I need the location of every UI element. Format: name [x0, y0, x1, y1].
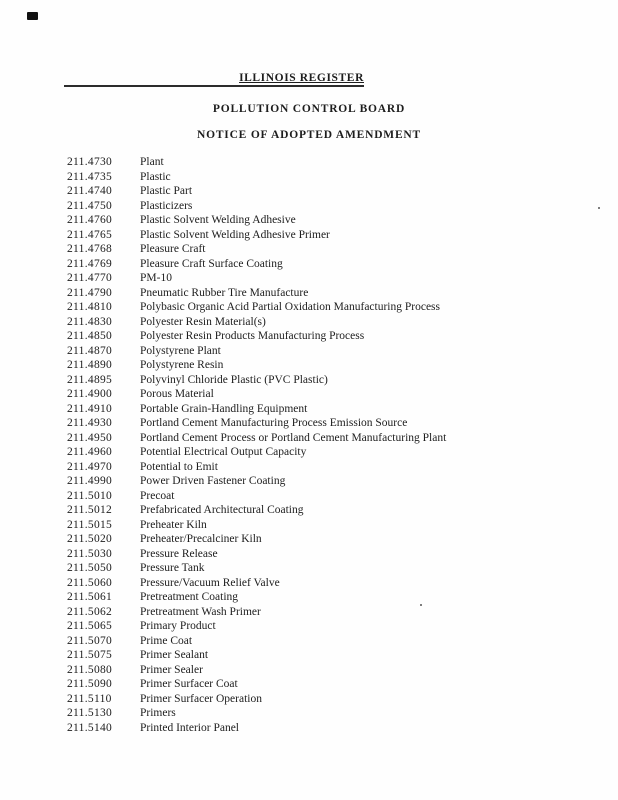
section-number: 211.4895 — [67, 373, 113, 386]
section-row — [67, 373, 598, 388]
section-number: 211.4970 — [67, 460, 113, 473]
section-row — [67, 155, 598, 170]
section-row — [67, 692, 598, 707]
section-number: 211.4850 — [67, 330, 113, 342]
section-row — [67, 489, 598, 504]
board-title: POLLUTION CONTROL BOARD — [212, 103, 406, 115]
section-row — [67, 257, 598, 272]
section-number: 211.4765 — [67, 228, 113, 241]
section-title: Polyester Resin Material(s) — [140, 315, 266, 328]
section-number: 211.4910 — [67, 402, 113, 415]
section-title: Precoat — [140, 489, 175, 502]
section-title: Pleasure Craft — [140, 243, 206, 255]
section-title: Plasticizers — [140, 199, 193, 212]
section-title: Primer Sealer — [140, 663, 203, 676]
section-title: Plastic — [140, 170, 171, 183]
section-row — [67, 184, 598, 199]
section-title: Portland Cement Process or Portland Cement Manufacturing Plant — [140, 431, 447, 444]
section-number: 211.4810 — [67, 301, 113, 313]
section-number: 211.5080 — [67, 663, 113, 676]
section-row — [67, 431, 598, 446]
section-title: Polyvinyl Chloride Plastic (PVC Plastic) — [140, 373, 328, 386]
section-title: Porous Material — [140, 388, 214, 400]
section-row — [67, 648, 598, 663]
section-number: 211.4750 — [67, 199, 113, 212]
section-number: 211.4960 — [67, 446, 113, 458]
section-number: 211.5061 — [67, 591, 113, 603]
section-number: 211.4890 — [67, 359, 113, 371]
section-row — [67, 300, 598, 315]
section-title: Prime Coat — [140, 634, 193, 647]
section-number: 211.5030 — [67, 547, 113, 560]
section-number: 211.5065 — [67, 620, 113, 632]
section-row — [67, 503, 598, 518]
section-title: Polybasic Organic Acid Partial Oxidation Manufacturing Process — [140, 301, 441, 313]
section-title: Pressure/Vacuum Relief Valve — [140, 576, 280, 589]
notice-title: NOTICE OF ADOPTED AMENDMENT — [196, 129, 422, 141]
section-row — [67, 706, 598, 721]
section-title: Plastic Solvent Welding Adhesive — [140, 214, 296, 226]
section-row — [67, 286, 598, 301]
section-row — [67, 329, 598, 344]
section-title: Portland Cement Manufacturing Process Emission Source — [140, 417, 408, 429]
section-row — [67, 561, 598, 576]
scan-artifact — [27, 12, 38, 20]
section-number: 211.5140 — [67, 721, 113, 734]
section-title: Polystyrene Resin — [140, 359, 224, 371]
section-title: Primers — [140, 707, 176, 719]
section-title: Primer Sealant — [140, 649, 209, 661]
section-number: 211.4730 — [67, 156, 113, 168]
section-row — [67, 416, 598, 431]
section-title: Pleasure Craft Surface Coating — [140, 257, 283, 270]
section-row — [67, 199, 598, 214]
section-title: Prefabricated Architectural Coating — [140, 504, 304, 516]
section-title: Plant — [140, 156, 164, 168]
section-number: 211.4830 — [67, 315, 113, 328]
section-number: 211.4768 — [67, 243, 113, 255]
section-number: 211.4870 — [67, 344, 113, 357]
section-row — [67, 663, 598, 678]
section-row — [67, 721, 598, 736]
section-number: 211.5020 — [67, 533, 113, 545]
section-title: Pressure Tank — [140, 562, 205, 574]
section-title: Printed Interior Panel — [140, 721, 240, 734]
section-number: 211.5110 — [67, 692, 112, 705]
section-row — [67, 460, 598, 475]
section-number: 211.5012 — [67, 504, 113, 516]
section-title: Preheater/Precalciner Kiln — [140, 533, 262, 545]
section-number: 211.5062 — [67, 605, 113, 618]
section-title: Pneumatic Rubber Tire Manufacture — [140, 286, 309, 299]
section-list — [67, 155, 598, 735]
scan-speck — [420, 604, 422, 606]
section-title: Power Driven Fastener Coating — [140, 475, 286, 487]
section-number: 211.5090 — [67, 678, 113, 690]
section-title: Polystyrene Plant — [140, 344, 221, 357]
section-row — [67, 402, 598, 417]
section-number: 211.4900 — [67, 388, 113, 400]
section-row — [67, 315, 598, 330]
section-number: 211.4735 — [67, 170, 113, 183]
section-row — [67, 634, 598, 649]
section-number: 211.4790 — [67, 286, 113, 299]
section-number: 211.5075 — [67, 649, 113, 661]
section-number: 211.4740 — [67, 185, 113, 197]
section-title: Portable Grain-Handling Equipment — [140, 402, 308, 415]
section-row — [67, 213, 598, 228]
section-row — [67, 619, 598, 634]
section-row — [67, 387, 598, 402]
section-title: Primer Surfacer Operation — [140, 692, 262, 705]
section-row — [67, 605, 598, 620]
section-title: Pretreatment Coating — [140, 591, 239, 603]
section-title: PM-10 — [140, 272, 172, 284]
section-number: 211.5070 — [67, 634, 113, 647]
register-title: ILLINOIS REGISTER — [239, 72, 364, 84]
section-number: 211.4950 — [67, 431, 113, 444]
section-number: 211.4770 — [67, 272, 113, 284]
section-row — [67, 532, 598, 547]
section-number: 211.5010 — [67, 489, 113, 502]
section-title: Primary Product — [140, 620, 216, 632]
section-title: Primer Surfacer Coat — [140, 678, 238, 690]
section-title: Pressure Release — [140, 547, 218, 560]
register-header — [64, 72, 364, 87]
scan-speck — [598, 207, 600, 209]
section-title: Potential to Emit — [140, 460, 218, 473]
section-title: Polyester Resin Products Manufacturing Process — [140, 330, 365, 342]
section-number: 211.4930 — [67, 417, 113, 429]
section-row — [67, 677, 598, 692]
section-row — [67, 474, 598, 489]
section-row — [67, 228, 598, 243]
section-number: 211.4760 — [67, 214, 113, 226]
section-row — [67, 445, 598, 460]
section-number: 211.5060 — [67, 576, 113, 589]
section-title: Preheater Kiln — [140, 518, 207, 531]
section-row — [67, 358, 598, 373]
section-row — [67, 576, 598, 591]
section-number: 211.5130 — [67, 707, 113, 719]
section-title: Potential Electrical Output Capacity — [140, 446, 307, 458]
section-number: 211.4990 — [67, 475, 113, 487]
section-row — [67, 271, 598, 286]
section-row — [67, 547, 598, 562]
section-row — [67, 170, 598, 185]
section-row — [67, 590, 598, 605]
section-title: Plastic Solvent Welding Adhesive Primer — [140, 228, 330, 241]
section-row — [67, 518, 598, 533]
section-row — [67, 242, 598, 257]
section-title: Pretreatment Wash Primer — [140, 605, 261, 618]
section-row — [67, 344, 598, 359]
section-title: Plastic Part — [140, 185, 193, 197]
section-number: 211.5015 — [67, 518, 113, 531]
section-number: 211.4769 — [67, 257, 113, 270]
section-number: 211.5050 — [67, 562, 113, 574]
